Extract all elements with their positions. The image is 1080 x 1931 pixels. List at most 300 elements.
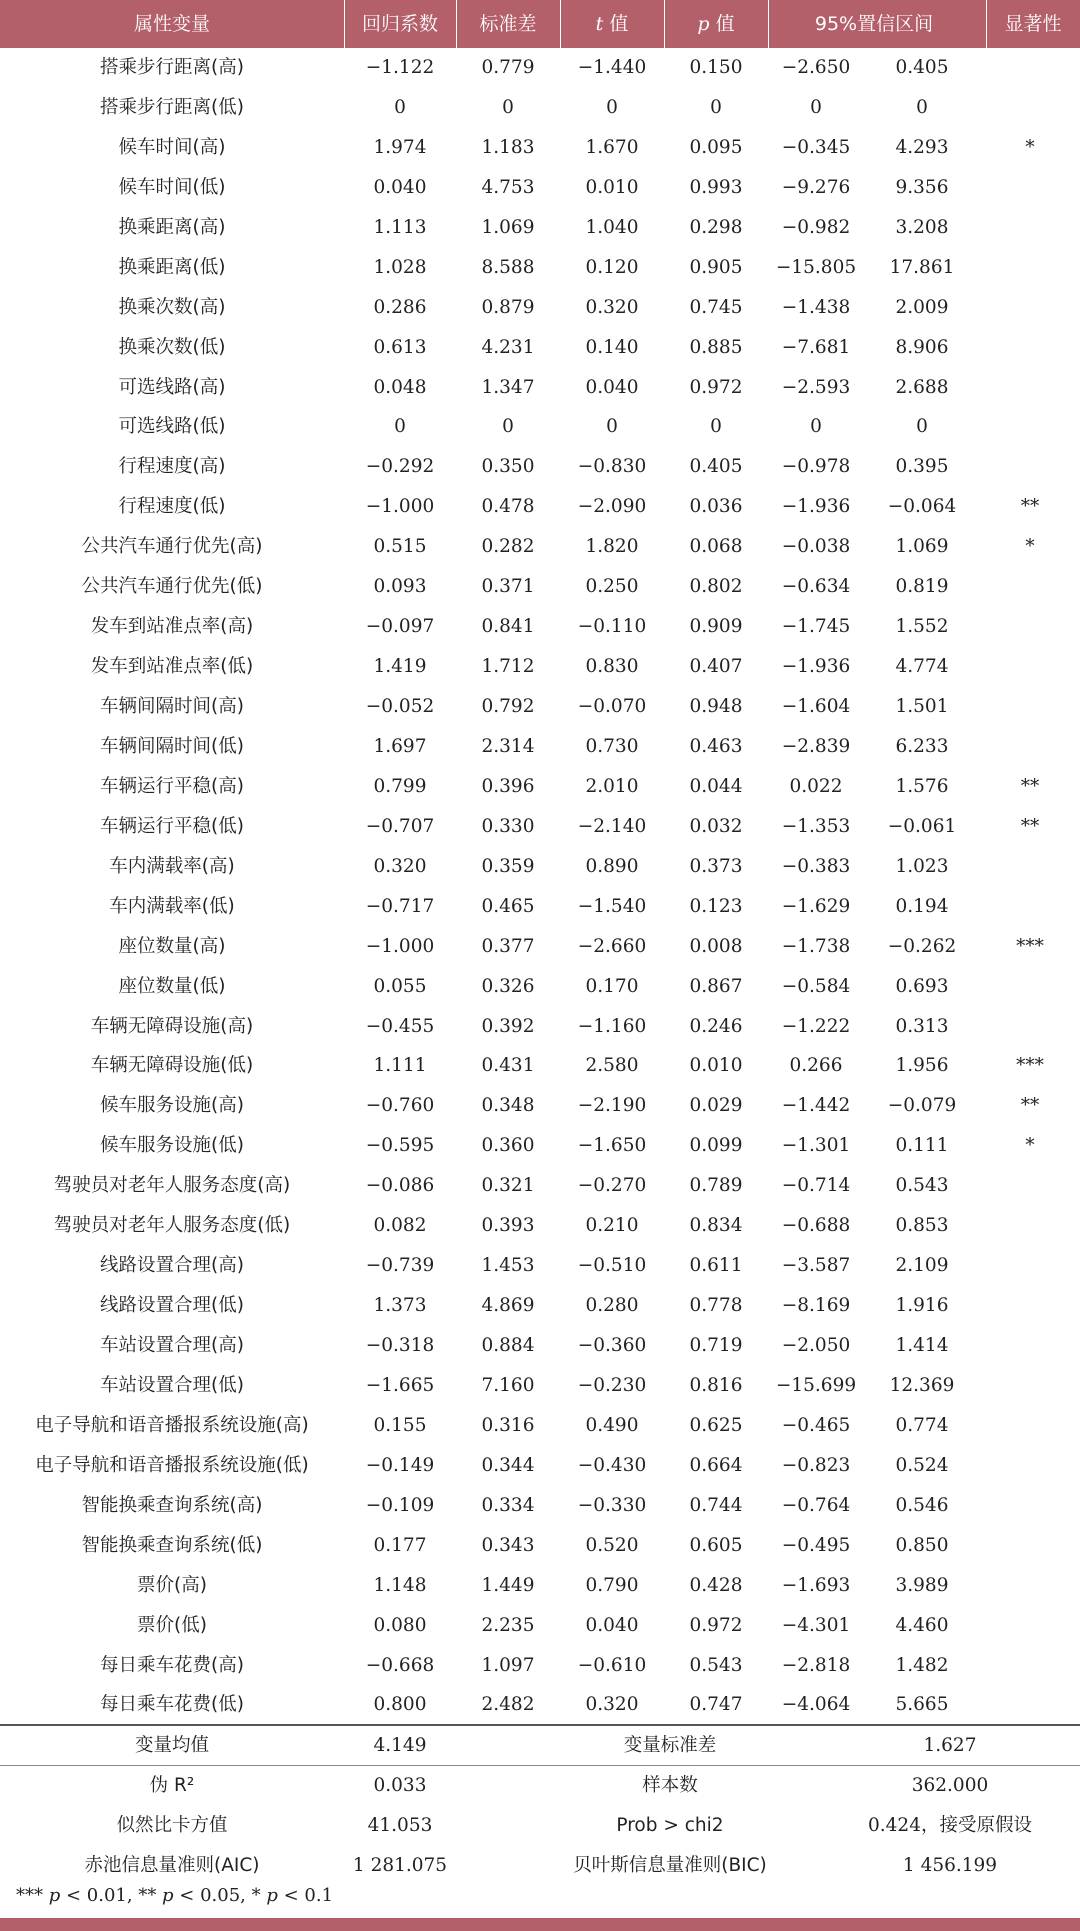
cell-t-value: 1.670 [585, 136, 639, 158]
cell-significance: * [1025, 136, 1035, 158]
cell-t-value: 0.320 [585, 296, 639, 318]
cell-attribute: 候车时间(高) [118, 136, 226, 158]
cell-ci-upper: 17.861 [889, 256, 955, 278]
cell-std-error: 0.316 [481, 1414, 535, 1436]
cell-ci-upper: −0.064 [887, 496, 957, 518]
cell-significance: *** [1016, 1055, 1044, 1077]
cell-t-value: 2.010 [585, 775, 639, 797]
cell-ci-upper: 0.524 [895, 1454, 949, 1476]
cell-ci-upper: 0.194 [895, 895, 949, 917]
cell-t-value: −0.230 [577, 1374, 647, 1396]
cell-attribute: 座位数量(低) [118, 975, 226, 997]
cell-attribute: 每日乘车花费(高) [100, 1654, 244, 1676]
cell-ci-lower: −1.222 [781, 1015, 851, 1037]
cell-ci-upper: 1.916 [895, 1295, 949, 1317]
cell-ci-lower: −1.693 [781, 1574, 851, 1596]
summary-value: 41.053 [367, 1815, 433, 1836]
cell-ci-upper: 1.023 [895, 855, 949, 877]
cell-coefficient: 1.111 [373, 1055, 427, 1077]
cell-t-value: −1.540 [577, 895, 647, 917]
cell-ci-lower: −7.681 [781, 336, 851, 358]
cell-std-error: 0 [502, 416, 514, 438]
cell-ci-lower: −0.465 [781, 1414, 851, 1436]
cell-p-value: 0.816 [689, 1374, 743, 1396]
bottom-bar [0, 1918, 1080, 1931]
header-std: 标准差 [479, 13, 537, 35]
cell-ci-upper: 6.233 [895, 735, 949, 757]
cell-ci-upper: 0.395 [895, 456, 949, 478]
cell-ci-lower: 0.022 [789, 775, 843, 797]
cell-ci-lower: −0.823 [781, 1454, 851, 1476]
cell-ci-lower: 0 [810, 416, 822, 438]
header-t-value: t 值 [595, 13, 629, 35]
cell-p-value: 0.373 [689, 855, 743, 877]
table-row [0, 1606, 1080, 1646]
cell-coefficient: 0.800 [373, 1694, 427, 1716]
cell-ci-upper: 0.111 [895, 1135, 949, 1157]
cell-attribute: 电子导航和语音播报系统设施(低) [35, 1454, 309, 1476]
cell-ci-upper: 12.369 [889, 1374, 955, 1396]
cell-coefficient: 1.974 [373, 136, 427, 158]
table-row [0, 527, 1080, 567]
cell-std-error: 0.431 [481, 1055, 535, 1077]
cell-p-value: 0.778 [689, 1295, 743, 1317]
cell-p-value: 0.036 [689, 496, 743, 518]
cell-ci-upper: 0.543 [895, 1175, 949, 1197]
cell-ci-lower: −1.438 [781, 296, 851, 318]
table-row [0, 887, 1080, 927]
cell-p-value: 0.909 [689, 616, 743, 638]
cell-coefficient: 1.148 [373, 1574, 427, 1596]
footnote: *** p < 0.01, ** p < 0.05, * p < 0.1 [16, 1885, 334, 1906]
cell-coefficient: 0.799 [373, 775, 427, 797]
table-row [0, 927, 1080, 967]
cell-coefficient: 0.048 [373, 376, 427, 398]
cell-t-value: 0.140 [585, 336, 639, 358]
table-row [0, 1206, 1080, 1246]
cell-p-value: 0.099 [689, 1135, 743, 1157]
header-coefficient: 回归系数 [361, 13, 438, 35]
cell-std-error: 0.841 [481, 616, 535, 638]
header-attribute: 属性变量 [133, 13, 210, 35]
cell-attribute: 行程速度(低) [118, 496, 226, 518]
cell-significance [980, 447, 1080, 487]
cell-ci-upper: 1.576 [895, 775, 949, 797]
table-row [0, 407, 1080, 447]
cell-attribute: 票价(低) [137, 1614, 207, 1636]
cell-p-value: 0 [710, 416, 722, 438]
cell-attribute: 公共汽车通行优先(高) [81, 536, 263, 558]
table-row [0, 1007, 1080, 1047]
cell-t-value: −2.140 [577, 815, 647, 837]
cell-coefficient: −0.149 [365, 1454, 435, 1476]
cell-t-value: 0.790 [585, 1574, 639, 1596]
cell-ci-upper: 0.693 [895, 975, 949, 997]
cell-attribute: 车辆运行平稳(低) [100, 815, 244, 837]
cell-t-value: 0.250 [585, 576, 639, 598]
cell-coefficient: 1.373 [373, 1295, 427, 1317]
cell-t-value: −0.830 [577, 456, 647, 478]
cell-std-error: 0 [502, 96, 514, 118]
cell-p-value: 0.625 [689, 1414, 743, 1436]
cell-ci-lower: −2.818 [781, 1654, 851, 1676]
cell-attribute: 公共汽车通行优先(低) [81, 576, 263, 598]
table-row [0, 1286, 1080, 1326]
summary-label: 赤池信息量准则(AIC) [84, 1855, 260, 1876]
cell-coefficient: 0.286 [373, 296, 427, 318]
cell-ci-upper: 0.853 [895, 1215, 949, 1237]
cell-p-value: 0.885 [689, 336, 743, 358]
cell-ci-upper: 2.109 [895, 1255, 949, 1277]
table-row [0, 847, 1080, 887]
cell-attribute: 车站设置合理(低) [100, 1374, 244, 1396]
cell-significance [980, 248, 1080, 288]
cell-coefficient: −1.000 [365, 935, 435, 957]
cell-coefficient: 0.515 [373, 536, 427, 558]
cell-significance [980, 168, 1080, 208]
cell-significance [980, 1566, 1080, 1606]
summary-label: 似然比卡方值 [116, 1815, 228, 1836]
cell-attribute: 车内满载率(高) [109, 855, 235, 877]
cell-p-value: 0.095 [689, 136, 743, 158]
cell-significance [980, 407, 1080, 447]
cell-t-value: 0.010 [585, 176, 639, 198]
table-row [0, 1366, 1080, 1406]
summary-value: 362.000 [911, 1775, 989, 1796]
cell-p-value: 0.747 [689, 1694, 743, 1716]
cell-attribute: 座位数量(高) [118, 935, 226, 957]
table-row [0, 328, 1080, 368]
cell-t-value: −0.330 [577, 1494, 647, 1516]
cell-significance [980, 847, 1080, 887]
cell-std-error: 0.393 [481, 1215, 535, 1237]
cell-ci-lower: −4.064 [781, 1694, 851, 1716]
cell-std-error: 0.360 [481, 1135, 535, 1157]
cell-ci-upper: 8.906 [895, 336, 949, 358]
cell-p-value: 0.407 [689, 656, 743, 678]
cell-significance [980, 727, 1080, 767]
cell-attribute: 行程速度(高) [118, 456, 226, 478]
cell-attribute: 线路设置合理(低) [100, 1295, 244, 1317]
cell-ci-upper: 0.774 [895, 1414, 949, 1436]
table-row [0, 368, 1080, 408]
cell-p-value: 0.867 [689, 975, 743, 997]
cell-std-error: 1.347 [481, 376, 535, 398]
summary-value: 4.149 [373, 1735, 427, 1756]
cell-significance [980, 607, 1080, 647]
cell-attribute: 智能换乘查询系统(低) [81, 1534, 263, 1556]
cell-coefficient: 0.082 [373, 1215, 427, 1237]
cell-attribute: 车站设置合理(高) [100, 1335, 244, 1356]
cell-coefficient: −0.109 [365, 1494, 435, 1516]
cell-p-value: 0.029 [689, 1095, 743, 1117]
cell-attribute: 车辆运行平稳(高) [100, 775, 244, 797]
cell-attribute: 驾驶员对老年人服务态度(高) [53, 1175, 291, 1197]
cell-ci-lower: −1.745 [781, 616, 851, 638]
cell-ci-upper: 1.414 [895, 1335, 949, 1356]
cell-attribute: 候车服务设施(低) [100, 1135, 244, 1157]
cell-attribute: 可选线路(高) [118, 376, 226, 398]
cell-ci-upper: −0.079 [887, 1095, 957, 1117]
cell-p-value: 0.008 [689, 935, 743, 957]
cell-coefficient: 1.697 [373, 735, 427, 757]
summary-value: 0.033 [373, 1775, 427, 1796]
cell-std-error: 1.183 [481, 136, 535, 158]
cell-attribute: 每日乘车花费(低) [100, 1694, 244, 1716]
cell-attribute: 智能换乘查询系统(高) [81, 1494, 263, 1516]
cell-ci-lower: −0.978 [781, 456, 851, 478]
cell-std-error: 0.377 [481, 935, 535, 957]
cell-std-error: 0.343 [481, 1534, 535, 1556]
cell-std-error: 0.465 [481, 895, 535, 917]
cell-coefficient: 1.113 [373, 216, 427, 238]
cell-p-value: 0.972 [689, 1614, 743, 1636]
summary-row [0, 1806, 1080, 1846]
cell-p-value: 0.032 [689, 815, 743, 837]
cell-coefficient: −0.318 [365, 1335, 435, 1356]
table-row [0, 1646, 1080, 1686]
table-row [0, 447, 1080, 487]
table-row [0, 1446, 1080, 1486]
cell-t-value: −0.070 [577, 696, 647, 717]
cell-coefficient: −0.595 [365, 1135, 435, 1157]
cell-p-value: 0.745 [689, 296, 743, 318]
summary-label: 伪 R² [149, 1775, 195, 1796]
cell-std-error: 7.160 [481, 1374, 535, 1396]
cell-coefficient: −0.717 [365, 895, 435, 917]
cell-ci-upper: 3.989 [895, 1574, 949, 1596]
cell-p-value: 0.463 [689, 735, 743, 757]
cell-t-value: −2.190 [577, 1095, 647, 1117]
cell-p-value: 0.744 [689, 1494, 743, 1516]
summary-label: 样本数 [642, 1775, 698, 1796]
cell-std-error: 8.588 [481, 256, 535, 278]
cell-std-error: 4.869 [481, 1295, 535, 1317]
cell-ci-lower: −0.584 [781, 975, 851, 997]
cell-p-value: 0.405 [689, 456, 743, 478]
cell-t-value: −1.160 [577, 1015, 647, 1037]
cell-ci-upper: 1.501 [895, 696, 949, 717]
cell-significance [980, 1007, 1080, 1047]
table-header [0, 0, 1080, 48]
cell-t-value: −0.110 [577, 616, 647, 638]
cell-ci-lower: −2.650 [781, 57, 851, 78]
cell-significance [980, 1646, 1080, 1686]
summary-label: 变量均值 [134, 1735, 209, 1756]
cell-attribute: 车辆间隔时间(低) [100, 735, 244, 757]
cell-std-error: 0.792 [481, 696, 535, 717]
cell-ci-lower: −0.345 [781, 136, 851, 158]
cell-coefficient: −0.760 [365, 1095, 435, 1117]
table-row [0, 1486, 1080, 1526]
cell-t-value: 0.320 [585, 1694, 639, 1716]
cell-significance [980, 1286, 1080, 1326]
cell-ci-upper: 2.009 [895, 296, 949, 318]
cell-significance [980, 567, 1080, 607]
cell-ci-lower: −1.301 [781, 1135, 851, 1157]
cell-ci-lower: −1.936 [781, 656, 851, 678]
cell-std-error: 2.314 [481, 735, 535, 757]
cell-ci-lower: −2.593 [781, 376, 851, 398]
summary-value: 0.424，接受原假设 [868, 1815, 1032, 1836]
cell-p-value: 0.972 [689, 376, 743, 398]
cell-t-value: −0.360 [577, 1335, 647, 1356]
cell-ci-lower: −2.839 [781, 735, 851, 757]
cell-significance [980, 1406, 1080, 1446]
cell-ci-lower: −1.353 [781, 815, 851, 837]
cell-attribute: 换乘次数(高) [118, 296, 226, 318]
cell-t-value: −0.510 [577, 1255, 647, 1277]
cell-attribute: 电子导航和语音播报系统设施(高) [35, 1414, 309, 1436]
cell-t-value: 0.280 [585, 1295, 639, 1317]
cell-std-error: 0.321 [481, 1175, 535, 1197]
cell-coefficient: −1.000 [365, 496, 435, 518]
table-row [0, 487, 1080, 527]
cell-ci-upper: 1.069 [895, 536, 949, 558]
cell-ci-lower: −2.050 [781, 1335, 851, 1356]
cell-std-error: 0.884 [481, 1335, 535, 1356]
summary-value: 1.627 [923, 1735, 977, 1756]
cell-significance [980, 967, 1080, 1007]
cell-p-value: 0.802 [689, 576, 743, 598]
cell-std-error: 1.069 [481, 216, 535, 238]
cell-coefficient: 0.177 [373, 1534, 427, 1556]
table-row [0, 1406, 1080, 1446]
cell-significance [980, 1166, 1080, 1206]
cell-attribute: 车辆无障碍设施(高) [90, 1015, 254, 1037]
cell-std-error: 0.334 [481, 1494, 535, 1516]
cell-significance [980, 328, 1080, 368]
table-row [0, 288, 1080, 328]
cell-t-value: 1.040 [585, 216, 639, 238]
cell-ci-upper: 0 [916, 96, 928, 118]
cell-p-value: 0.543 [689, 1654, 743, 1676]
cell-coefficient: 0 [394, 96, 406, 118]
cell-ci-lower: −3.587 [781, 1255, 851, 1277]
header-ci: 95%置信区间 [814, 13, 934, 35]
cell-ci-upper: 0.850 [895, 1534, 949, 1556]
cell-std-error: 0.330 [481, 815, 535, 837]
cell-significance [980, 647, 1080, 687]
cell-ci-lower: −1.936 [781, 496, 851, 518]
cell-std-error: 0.282 [481, 536, 535, 558]
cell-significance: ** [1020, 775, 1040, 797]
cell-ci-lower: −1.738 [781, 935, 851, 957]
cell-significance: * [1025, 536, 1035, 558]
cell-p-value: 0.834 [689, 1215, 743, 1237]
cell-std-error: 1.453 [481, 1255, 535, 1277]
cell-p-value: 0.948 [689, 696, 743, 717]
cell-p-value: 0.905 [689, 256, 743, 278]
cell-t-value: −0.610 [577, 1654, 647, 1676]
cell-attribute: 搭乘步行距离(高) [100, 57, 244, 78]
cell-t-value: −0.430 [577, 1454, 647, 1476]
cell-attribute: 车内满载率(低) [109, 895, 235, 917]
cell-t-value: −0.270 [577, 1175, 647, 1197]
cell-attribute: 发车到站准点率(高) [90, 616, 254, 638]
table-row [0, 1126, 1080, 1166]
cell-significance [980, 368, 1080, 408]
cell-std-error: 0.392 [481, 1015, 535, 1037]
cell-attribute: 换乘距离(低) [118, 256, 226, 278]
cell-ci-lower: −0.714 [781, 1175, 851, 1197]
cell-std-error: 2.482 [481, 1694, 535, 1716]
cell-p-value: 0.150 [689, 57, 743, 78]
table-row [0, 1046, 1080, 1086]
summary-label: Prob > chi2 [616, 1815, 724, 1836]
cell-p-value: 0.664 [689, 1454, 743, 1476]
table-row [0, 767, 1080, 807]
table-row [0, 727, 1080, 767]
cell-significance [980, 48, 1080, 88]
cell-coefficient: −0.086 [365, 1175, 435, 1197]
cell-ci-upper: 0.405 [895, 57, 949, 78]
cell-ci-upper: 0.819 [895, 576, 949, 598]
cell-attribute: 车辆间隔时间(高) [100, 696, 244, 717]
cell-p-value: 0.428 [689, 1574, 743, 1596]
cell-ci-upper: 0.546 [895, 1494, 949, 1516]
cell-t-value: 0 [606, 416, 618, 438]
cell-significance [980, 1246, 1080, 1286]
cell-ci-upper: −0.262 [887, 935, 957, 957]
cell-ci-lower: −0.764 [781, 1494, 851, 1516]
cell-t-value: −1.440 [577, 57, 647, 78]
cell-p-value: 0.246 [689, 1015, 743, 1037]
cell-attribute: 搭乘步行距离(低) [100, 96, 244, 118]
cell-ci-lower: −0.982 [781, 216, 851, 238]
table-row [0, 1086, 1080, 1126]
cell-coefficient: 0.093 [373, 576, 427, 598]
summary-label: 变量标准差 [623, 1735, 717, 1756]
cell-std-error: 0.396 [481, 775, 535, 797]
cell-ci-lower: −4.301 [781, 1614, 851, 1636]
cell-p-value: 0.298 [689, 216, 743, 238]
cell-attribute: 换乘距离(高) [118, 216, 226, 238]
cell-t-value: −2.660 [577, 935, 647, 957]
cell-t-value: 0.170 [585, 975, 639, 997]
cell-t-value: 1.820 [585, 536, 639, 558]
cell-significance: *** [1016, 935, 1044, 957]
cell-coefficient: −0.097 [365, 616, 435, 638]
cell-coefficient: 1.028 [373, 256, 427, 278]
cell-significance [980, 88, 1080, 128]
cell-t-value: −2.090 [577, 496, 647, 518]
table-row [0, 1166, 1080, 1206]
cell-std-error: 1.712 [481, 656, 535, 678]
cell-attribute: 发车到站准点率(低) [90, 656, 254, 678]
cell-significance [980, 1366, 1080, 1406]
cell-ci-lower: −8.169 [781, 1295, 851, 1317]
cell-ci-lower: −0.688 [781, 1215, 851, 1237]
cell-significance: ** [1020, 1095, 1040, 1117]
cell-ci-lower: −0.495 [781, 1534, 851, 1556]
cell-std-error: 4.753 [481, 176, 535, 198]
cell-coefficient: 1.419 [373, 656, 427, 678]
cell-significance: ** [1020, 496, 1040, 518]
table-row [0, 208, 1080, 248]
summary-row [0, 1846, 1080, 1886]
cell-p-value: 0.605 [689, 1534, 743, 1556]
cell-coefficient: −1.122 [365, 57, 435, 78]
cell-p-value: 0.010 [689, 1055, 743, 1077]
cell-std-error: 0.348 [481, 1095, 535, 1117]
cell-ci-lower: −1.629 [781, 895, 851, 917]
cell-p-value: 0.789 [689, 1175, 743, 1197]
cell-attribute: 驾驶员对老年人服务态度(低) [53, 1215, 291, 1237]
table-row [0, 1246, 1080, 1286]
cell-t-value: 0.730 [585, 735, 639, 757]
cell-t-value: 0.890 [585, 855, 639, 877]
